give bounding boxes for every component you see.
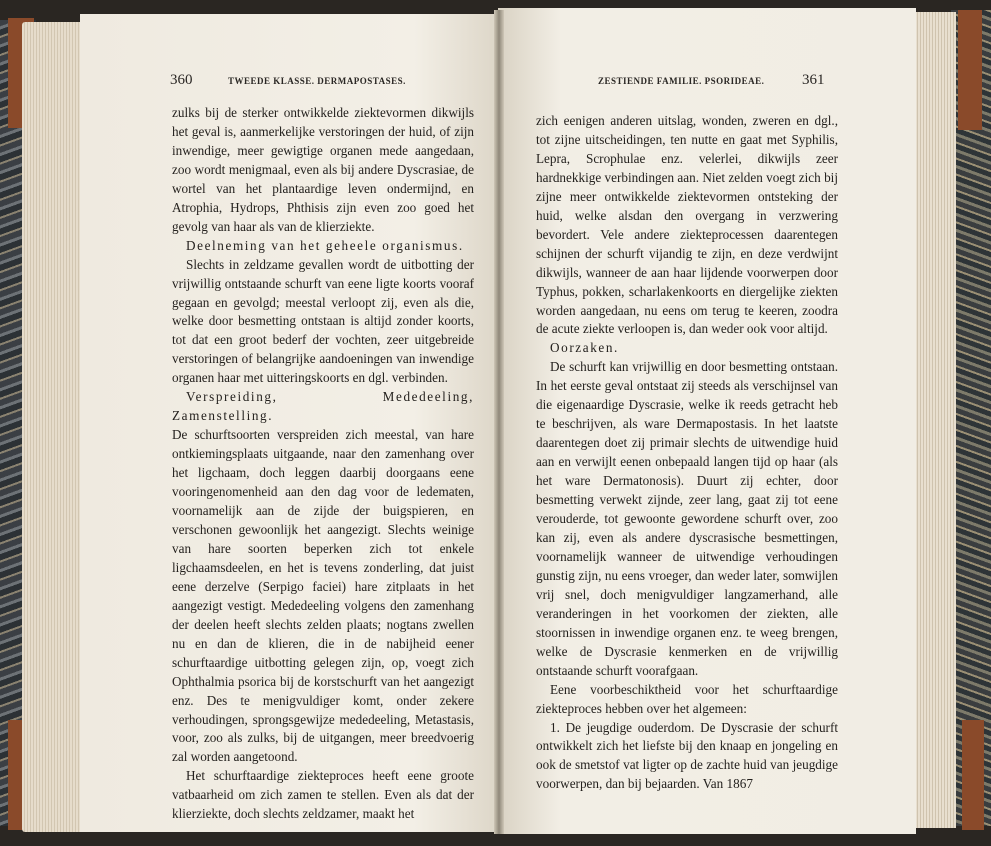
paragraph: Slechts in zeldzame gevallen wordt de uitbotting der vrijwillig ontstaande schurft van eene ligte koorts vooraf gegaan en gevolgd; meestal verloopt zij, even als die, welke door besmetting ontstaan is altijd zonder koorts, tot dat een groot bederf der vochten, zeer uitgebreide verstoringen of belangrijke aandoeningen van inwendige organen haar met uitteringskoorts en dgl. verbinden. xyxy=(172,256,474,386)
paragraph: Het schurftaardige ziekteproces heeft eene groote vatbaarheid om zich zamen te stellen. Even als dat der klierziekte, doch slechts zeldzamer, maakt het xyxy=(172,768,474,822)
right-running-head: ZESTIENDE FAMILIE. PSORIDEAE. xyxy=(598,76,765,86)
paragraph: zulks bij de sterker ontwikkelde ziektevormen dikwijls het geval is, aanmerkelijke verstoringen der huid, of zijn inwendige, meer gewigtige organen mede aangedaan, zoo wordt menigmaal, even als bij andere Dyscrasiae, de wortel van het plantaardige leven ondermijnd, en Atrophia, Hydrops, Phthisis zijn even zoo goed het gevolg van haar als van de klierziekte. xyxy=(172,105,474,234)
section-heading: Verspreiding, Mededeeling, Zamenstelling. xyxy=(172,389,474,424)
paragraph: Eene voorbeschiktheid voor het schurftaardige ziekteproces hebben over het algemeen: xyxy=(536,681,838,716)
left-page-number: 360 xyxy=(170,72,193,88)
paragraph: De schurft kan vrijwillig en door besmetting ontstaan. In het eerste geval ontstaat zij steeds als verschijnsel van die eigenaardige Dyscrasie, welke ik reeds getracht heb te beschrijven, als ware Dermapostasis. In het laatste daarentegen doet zij primair slechts de uitwendige huid aan en verwijlt eenen onbepaald langen tijd op haar (als het ware Dermatonosis). Duurt zij echter, door besmetting verwekt zijnde, zeer lang, gaat zij tot eene verouderde, tot gewoonte gewordene schurft over, zoo kan zij, even als andere dyscrasische besmettingen, voornamelijk wanneer de uitwendige verhoudingen gunstig zijn, nu eens vroeger, dan weder later, somwijlen vrij snel, doch menigvuldiger langzamerhand, alle veranderingen in het voorkomen der ziekten, alle stoornissen in inwendige organen enz. te weeg brengen, welke de Dyscrasie kenmerken en de vrijwillig ontstaande schurft voorafgaan. xyxy=(536,359,838,678)
paragraph: zich eenigen anderen uitslag, wonden, zweren en dgl., tot zijne uitscheidingen, ten nutte en gaat met Syphilis, Lepra, Scrophulae enz. velerlei, dikwijls zeer hardnekkige verbindingen aan. Niet zelden voegt zich bij zijne meer ontwikkelde ziektevormen ontsteking der huid, welke alsdan den overgang in verzwering bevordert. Vele andere ziekteprocessen daarentegen schijnen der schurft vijandig te zijn, en deze verdwijnt dikwijls, wanneer de aan haar lijdende voorwerpen door Typhus, pokken, scharlakenkoorts en diergelijke ziekten worden aangedaan, nu eens om terug te keeren, zoodra de acute ziekte verloopen is, dan weder ook voor altijd. xyxy=(536,113,838,337)
right-page-text xyxy=(536,112,838,794)
right-page-header xyxy=(512,72,828,94)
leather-corner-bottom-right xyxy=(962,720,984,830)
right-page-number: 361 xyxy=(802,72,825,88)
paragraph: 1. De jeugdige ouderdom. De Dyscrasie der schurft ontwikkelt zich het liefste bij den knaap en jongeling en ook de smetstof vat ligter op de zachte huid van jeugdige voorwerpen, dan bij bejaarden. Van 1867 xyxy=(536,719,838,792)
section-heading: Oorzaken. xyxy=(550,340,619,356)
page-stack-right xyxy=(912,12,956,828)
marbled-cover-right xyxy=(951,10,991,826)
book-gutter xyxy=(494,10,504,834)
leather-corner-top-right xyxy=(958,10,982,130)
paragraph: De schurftsoorten verspreiden zich meestal, van hare ontkiemingsplaats uitgaande, naar den zamenhang over het ligchaam, doch leggen daarbij doorgaans eene vooringenomenheid aan den dag voor de ledematen, voornamelijk aan de zijde der buigspieren, en verschonen gewoonlijk het aangezigt. Slechts weinige van hare soorten beperken zich tot enkele ligchaamsdeelen, en het is tevens zonderling, dat juist eene derzelve (Serpigo faciei) hare zitplaats in het aangezigt vestigt. Mededeeling volgens den zamenhang der deelen heeft slechts zelden plaats; nogtans zwellen nu en dan de klieren, die in de nabijheid eener schurftaardige uitbotting gelegen zijn, op, voegt zich Ophthalmia psorica bij de korstschurft van het aangezigt enz. Des te menigvuldiger komt, onder zekere verhoudingen, sprongsgewijze mededeeling, Metastasis, voor, zoo als zulks, bij de uitgangen, meer breedvoerig zal worden aangetoond. xyxy=(172,427,474,765)
left-page-text xyxy=(172,104,474,824)
left-running-head: TWEEDE KLASSE. DERMAPOSTASES. xyxy=(228,76,406,86)
page-stack-left xyxy=(22,22,82,832)
section-heading: Deelneming van het geheele organismus. xyxy=(186,237,464,253)
left-page-header xyxy=(170,72,486,94)
